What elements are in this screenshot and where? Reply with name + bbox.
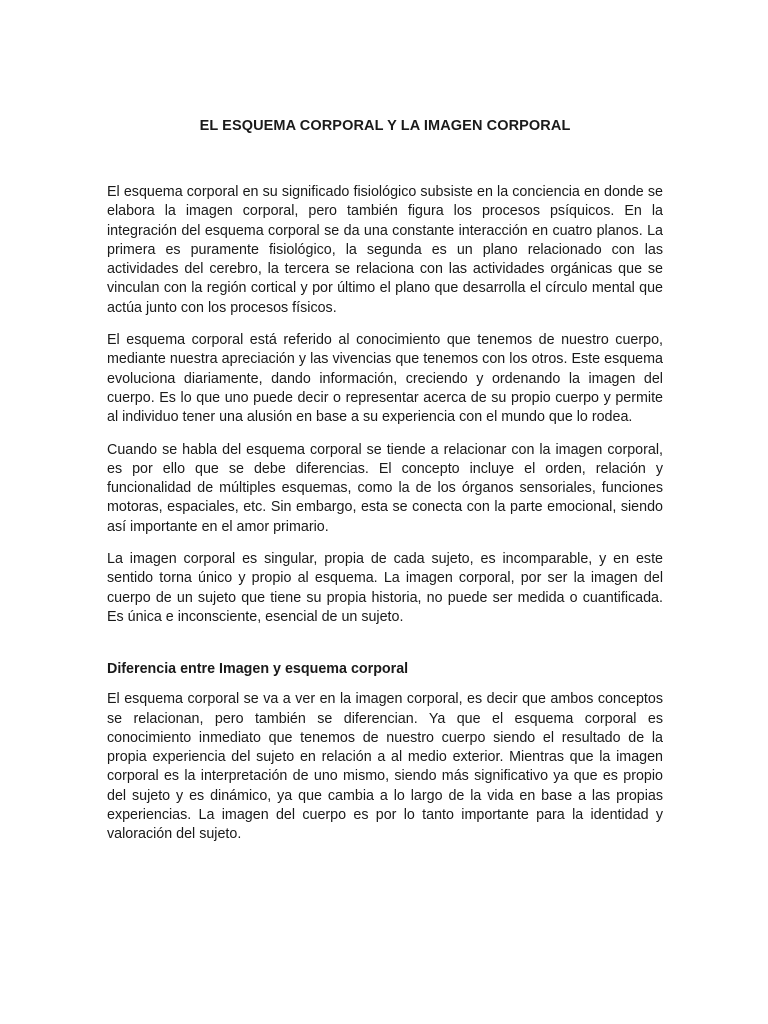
paragraph-3: Cuando se habla del esquema corporal se tiende a relacionar con la imagen corporal, es por ello que se debe diferencias. El concepto incluye el orden, relación y funcionalidad de múltiples esquemas, como la de los órganos sensoriales, funciones motoras, espaciales, etc. Sin embargo, esta se conecta con la parte emocional, siendo así importante en el amor primario. xyxy=(107,441,663,535)
section-heading: Diferencia entre Imagen y esquema corporal xyxy=(107,661,409,678)
paragraph-1: El esquema corporal en su significado fisiológico subsiste en la conciencia en donde se elabora la imagen corporal, pero también figura los procesos psíquicos. En la integración del esquema corporal se da una constante interacción en cuatro planos. La primera es puramente fisiológico, la segunda es un plano relacionado con las actividades del cerebro, la tercera se relaciona con las actividades orgánicas que se vinculan con la región cortical y por último el plano que desarrolla el círculo mental que actúa junto con los procesos físicos. xyxy=(107,184,663,316)
paragraph-4: La imagen corporal es singular, propia de cada sujeto, es incomparable, y en este sentido torna único y propio al esquema. La imagen corporal, por ser la imagen del cuerpo de un sujeto que tiene su propia historia, no puede ser medida o cuantificada. Es única e inconsciente, esencial de un sujeto. xyxy=(107,551,663,625)
section-paragraph-1: El esquema corporal se va a ver en la imagen corporal, es decir que ambos conceptos se relacionan, pero también se diferencian. Ya que el esquema corporal es conocimiento inmediato que tenemos de nuestro cuerpo siendo el resultado de la propia experiencia del sujeto en relación a al medio exterior. Mientras que la imagen corporal es la interpretación de uno mismo, siendo más significativo ya que es propio del sujeto y es dinámico, ya que cambia a lo largo de la vida en base a las propias experiencias. La imagen del cuerpo es por lo tanto importante para la identidad y valoración del sujeto. xyxy=(107,691,663,843)
paragraph-2: El esquema corporal está referido al conocimiento que tenemos de nuestro cuerpo, mediante nuestra apreciación y las vivencias que tenemos con los otros. Este esquema evoluciona diariamente, dando información, creciendo y ordenando la imagen del cuerpo. Es lo que uno puede decir o representar acerca de su propio cuerpo y permite al individuo tener una alusión en base a su experiencia con el mundo que lo rodea. xyxy=(107,332,663,426)
document-title: EL ESQUEMA CORPORAL Y LA IMAGEN CORPORAL xyxy=(199,118,571,134)
